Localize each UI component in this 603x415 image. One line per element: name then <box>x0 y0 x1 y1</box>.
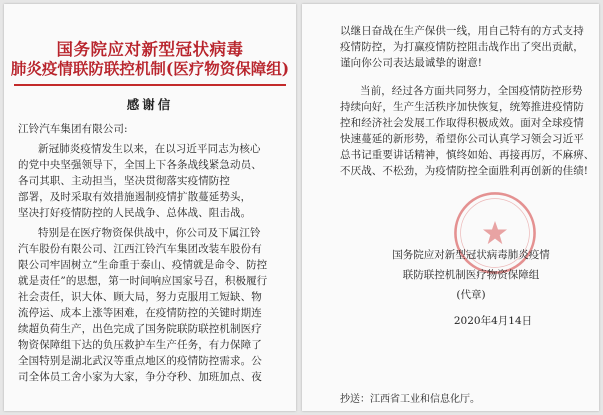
body-line: 限公司牢固树立“生命重于泰山、疫情就是命令、防控 <box>18 259 268 271</box>
body-line: 以继日奋战在生产保供一线，用自己特有的方式支持 <box>340 25 584 37</box>
signature-line-1: 国务院应对新型冠状病毒肺炎疫情 <box>392 249 550 261</box>
signature-line-3: (代章) <box>456 289 486 301</box>
body-line: 物资保障组下达的负压救护车生产任务，有力保障了 <box>18 339 262 351</box>
body-line: 全国特别是湖北武汉等重点地区的疫情防控需求。公 <box>18 355 262 367</box>
body-line: 谨向你公司表达最诚挚的谢意! <box>340 57 483 69</box>
signature-line-2: 联防联控机制医疗物资保障组 <box>402 269 540 281</box>
document-title-line-1: 国务院应对新型冠状病毒 <box>56 40 244 59</box>
body-line: 各司其职、主动担当，坚决贯彻落实疫情防控 <box>18 175 230 187</box>
body-line: 持续向好，生产生活秩序加快恢复，统筹推进疫情防 <box>340 101 584 113</box>
body-line: 社会责任，识大体、顾大局，努力克服用工短缺、物 <box>18 291 262 303</box>
body-line: 特别是在医疗物资保供战中，你公司及下属江铃 <box>38 227 261 239</box>
document-title-line-2: 肺炎疫情联防联控机制(医疗物资保障组) <box>10 59 290 78</box>
letter-page-left <box>4 4 296 411</box>
body-line: 就是责任”的思想，第一时间响应国家号召，积极履行 <box>18 275 268 287</box>
body-line: 快速蔓延的新形势，希望你公司认真学习领会习近平 <box>340 133 584 145</box>
body-line: 汽车股份有限公司、江西江铃汽车集团改装车股份有 <box>18 243 262 255</box>
body-line: 新冠肺炎疫情发生以来，在以习近平同志为核心 <box>38 143 261 155</box>
body-line: 不厌战、不松劲，为疫情防控全面胜利再创新的佳绩! <box>340 165 589 177</box>
body-line: 疫情防控，为打赢疫情防控阻击战作出了突出贡献， <box>340 41 584 53</box>
salutation: 江铃汽车集团有限公司: <box>18 123 128 135</box>
red-divider <box>14 84 286 86</box>
letter-date: 2020年4月14日 <box>453 315 533 327</box>
body-line: 控和经济社会发展工作取得积极成效。面对全球疫情 <box>340 117 584 129</box>
letter-title: 感谢信 <box>126 97 174 112</box>
body-line: 的党中央坚强领导下，全国上下各条战线紧急动员、 <box>18 159 262 171</box>
cc-line: 抄送：江西省工业和信息化厅。 <box>340 394 480 405</box>
letter-page-right <box>302 4 599 411</box>
body-line: 部署，及时采取有效措施遏制疫情扩散蔓延势头， <box>18 191 252 203</box>
body-line: 续超负荷生产，出色完成了国务院联防联控机制医疗 <box>18 323 262 335</box>
body-line: 流停运、成本上涨等困难，在疫情防控的关键时期连 <box>18 307 262 319</box>
body-line: 当前，经过各方面共同努力，全国疫情防控形势 <box>360 85 583 97</box>
body-line: 总书记重要讲话精神，慎终如始、再接再厉，不麻痹、 <box>340 149 595 161</box>
body-line: 坚决打好疫情防控的人民战争、总体战、阻击战。 <box>18 207 252 219</box>
official-seal-icon <box>452 190 538 276</box>
body-line: 司全体员工舍小家为大家，争分夺秒、加班加点、夜 <box>18 371 262 383</box>
